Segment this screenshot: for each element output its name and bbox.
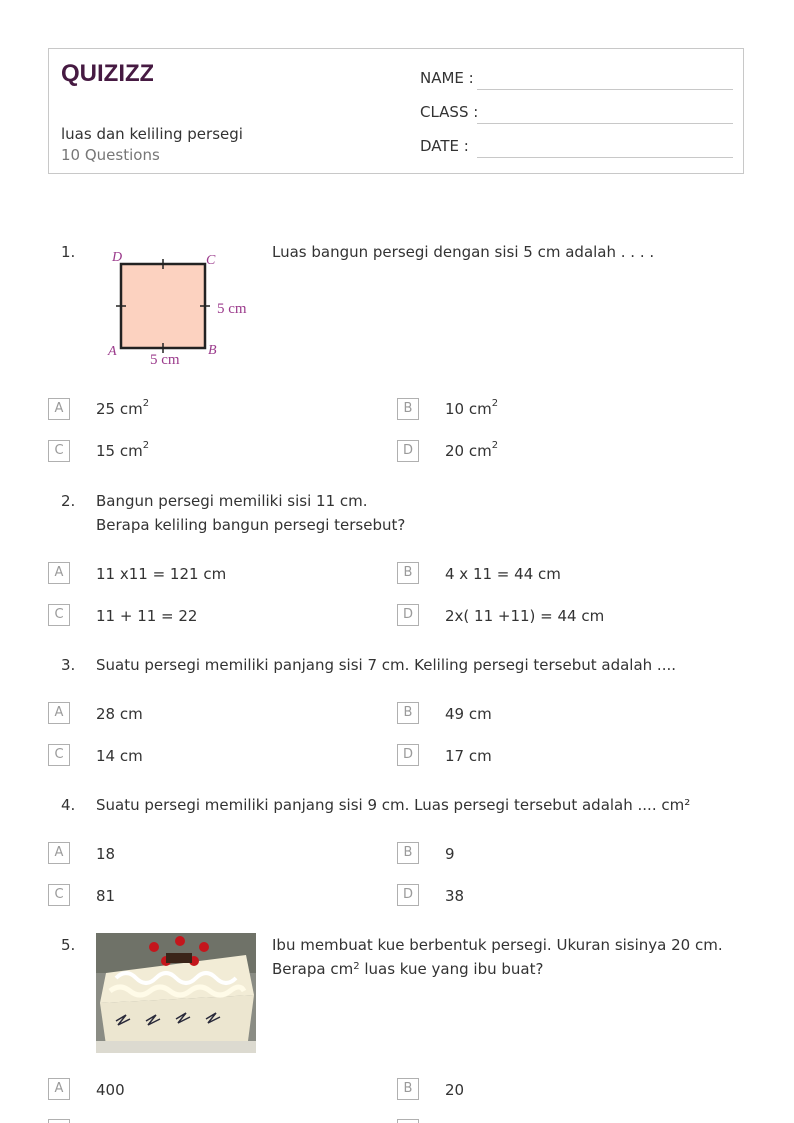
question-2-number: 2. [61, 492, 76, 510]
question-1-number: 1. [61, 243, 76, 261]
q2-option-c-text: 11 + 11 = 22 [96, 607, 198, 625]
q1-option-a-text: 25 $cm^2$ [96, 398, 150, 418]
cake-base [96, 1041, 256, 1053]
question-2-line-2: Berapa keliling bangun persegi tersebut? [96, 516, 406, 534]
vertex-d-label: D [112, 250, 123, 265]
cake-side [100, 995, 254, 1045]
question-5-number: 5. [61, 936, 76, 954]
q1-option-b-box[interactable]: B [397, 398, 419, 420]
q4-option-c-text: 81 [96, 887, 116, 905]
q3-option-b-text: 49 cm [445, 705, 492, 723]
chocolate-piece [166, 953, 192, 963]
q4-option-a-box[interactable]: A [48, 842, 70, 864]
question-1-text: Luas bangun persegi dengan sisi 5 cm adalah . . . . [272, 243, 655, 261]
vertex-c-label: C [206, 253, 216, 268]
q3-option-b-box[interactable]: B [397, 702, 419, 724]
q1-option-d-box[interactable]: D [397, 440, 419, 462]
q3-option-a-text: 28 cm [96, 705, 143, 723]
q5-option-b-box[interactable]: B [397, 1078, 419, 1100]
q3-option-c-box[interactable]: C [48, 744, 70, 766]
q4-option-a-text: 18 [96, 845, 116, 863]
q5-option-a-box[interactable]: A [48, 1078, 70, 1100]
cherry-3 [199, 942, 209, 952]
q5-option-d-box-partial[interactable] [397, 1119, 419, 1123]
q2-option-a-text: 11 x11 = 121 cm [96, 565, 227, 583]
vertex-a-label: A [108, 344, 117, 359]
q4-option-b-box[interactable]: B [397, 842, 419, 864]
side-right-label: 5 cm [217, 301, 247, 317]
question-4-number: 4. [61, 796, 76, 814]
worksheet-title: luas dan keliling persegi [61, 125, 243, 143]
question-3-number: 3. [61, 656, 76, 674]
q4-option-d-box[interactable]: D [397, 884, 419, 906]
square-figure [100, 244, 260, 374]
q1-option-d-text: 20 $cm^2$ [445, 440, 499, 460]
question-3-text: Suatu persegi memiliki panjang sisi 7 cm. Keliling persegi tersebut adalah .... [96, 656, 676, 674]
quizizz-logo [61, 59, 153, 91]
q2-option-c-box[interactable]: C [48, 604, 70, 626]
cherry-1 [149, 942, 159, 952]
q3-option-d-box[interactable]: D [397, 744, 419, 766]
q2-option-d-text: 2x( 11 +11) = 44 cm [445, 607, 605, 625]
cherry-2 [175, 936, 185, 946]
q2-option-b-box[interactable]: B [397, 562, 419, 584]
question-5-line-1: Ibu membuat kue berbentuk persegi. Ukuran sisinya 20 cm. [272, 936, 723, 954]
question-2-line-1: Bangun persegi memiliki sisi 11 cm. [96, 492, 368, 510]
name-line [477, 89, 733, 90]
q2-option-a-box[interactable]: A [48, 562, 70, 584]
worksheet-header [48, 48, 744, 174]
question-4-text: Suatu persegi memiliki panjang sisi 9 cm. Luas persegi tersebut adalah .... cm² [96, 796, 691, 814]
question-count: 10 Questions [61, 146, 160, 164]
q3-option-a-box[interactable]: A [48, 702, 70, 724]
square-shape [121, 264, 205, 348]
date-line [477, 157, 733, 158]
q2-option-d-box[interactable]: D [397, 604, 419, 626]
class-label: CLASS : [420, 103, 479, 121]
q4-option-d-text: 38 [445, 887, 465, 905]
q5-option-b-text: 20 [445, 1081, 465, 1099]
q4-option-c-box[interactable]: C [48, 884, 70, 906]
question-5-line-2: Berapa $cm^2$ luas kue yang ibu buat? [272, 960, 544, 978]
q5-option-a-text: 400 [96, 1081, 125, 1099]
q1-option-c-text: 15 $cm^2$ [96, 440, 150, 460]
vertex-b-label: B [208, 343, 217, 358]
cake-image [96, 933, 256, 1053]
name-label: NAME : [420, 69, 474, 87]
logo-text: QUIZIZZ [61, 60, 153, 87]
class-line [477, 123, 733, 124]
q1-option-c-box[interactable]: C [48, 440, 70, 462]
q1-option-a-box[interactable]: A [48, 398, 70, 420]
q1-option-b-text: 10 $cm^2$ [445, 398, 499, 418]
q5-option-c-box-partial[interactable] [48, 1119, 70, 1123]
q3-option-d-text: 17 cm [445, 747, 492, 765]
q2-option-b-text: 4 x 11 = 44 cm [445, 565, 561, 583]
side-bottom-label: 5 cm [150, 352, 180, 368]
q4-option-b-text: 9 [445, 845, 455, 863]
date-label: DATE : [420, 137, 469, 155]
q3-option-c-text: 14 cm [96, 747, 143, 765]
